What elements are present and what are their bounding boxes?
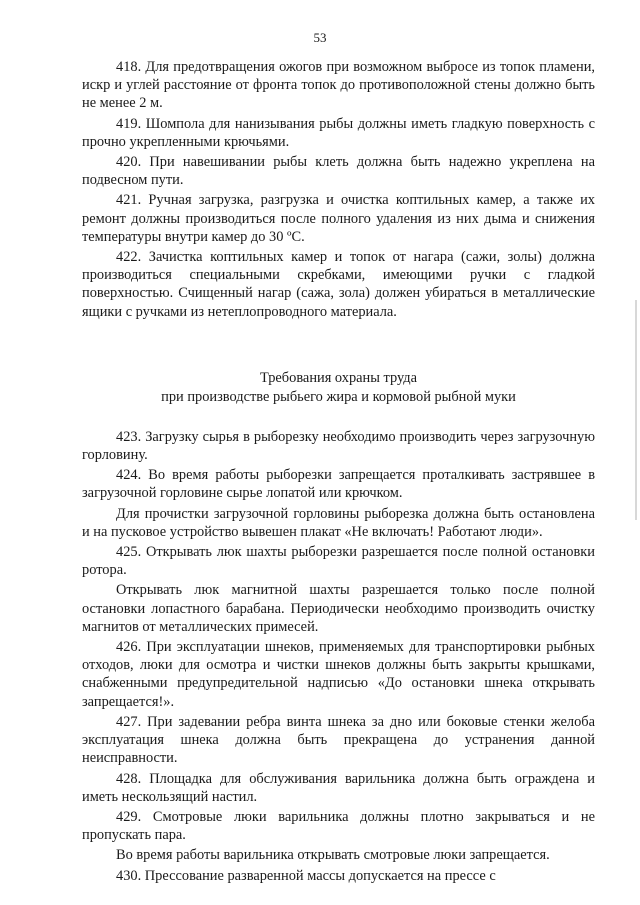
scan-edge-shadow — [635, 300, 637, 520]
section-heading — [82, 369, 595, 407]
page-number: 53 — [313, 30, 327, 45]
paragraph-422: 422. Зачистка коптильных камер и топок от нагара (сажи, золы) должна производиться специальными скребками, имеющими ручки с гладкой поверхностью. Счищенный нагар (сажа, зола) должен убираться в металлические ящики с ручками из нетеплопроводного материала. — [82, 249, 595, 320]
paragraph-430: 430. Прессование разваренной массы допускается на прессе с — [116, 867, 496, 884]
paragraph-427: 427. При задевании ребра винта шнека за дно или боковые стенки желоба эксплуатация шнека должна быть прекращена до устранения данной неисправности. — [82, 713, 595, 767]
paragraph-418: 418. Для предотвращения ожогов при возможном выбросе из топок пламени, искр и углей расстояние от фронта топок до противоположной стены должно быть не менее 2 м. — [82, 59, 595, 112]
paragraph-428: 428. Площадка для обслуживания варильника должна быть ограждена и иметь нескользящий настил. — [82, 770, 595, 805]
paragraph-425: 425. Открывать люк шахты рыборезки разрешается после полной остановки ротора. — [82, 544, 595, 579]
paragraph-429: 429. Смотровые люки варильника должны плотно закрываться и не пропускать пара. — [82, 808, 595, 844]
paragraph-419: 419. Шомпола для нанизывания рыбы должны иметь гладкую поверхность с прочно укрепленными крючьями. — [82, 115, 595, 150]
paragraph-423: 423. Загрузку сырья в рыборезку необходимо производить через загрузочную горловину. — [82, 428, 595, 464]
section-fish-oil-rules — [82, 428, 595, 885]
paragraph-424-cont: Для прочистки загрузочной горловины рыборезка должна быть остановлена и на пусковое устройство вывешен плакат «Не включать! Работают люди». — [82, 505, 595, 540]
paragraph-425-cont: Открывать люк магнитной шахты разрешается только после полной остановки лопастного барабана. Периодически необходимо производить очистку магнитов от металлических примесей. — [82, 582, 595, 635]
heading-line-2: при производстве рыбьего жира и кормовой рыбной муки — [161, 388, 516, 405]
paragraph-429-cont: Во время работы варильника открывать смотровые люки запрещается. — [116, 847, 550, 864]
heading-line-1: Требования охраны труда — [259, 369, 417, 386]
section-smokehouse-rules — [82, 58, 595, 321]
document-body — [82, 58, 595, 887]
paragraph-420: 420. При навешивании рыбы клеть должна быть надежно укреплена на подвесном пути. — [82, 154, 595, 189]
paragraph-426: 426. При эксплуатации шнеков, применяемых для транспортировки рыбных отходов, люки для осмотра и чистки шнеков должны быть закрыты крышками, снабженными предупредительной надписью «До остановки шнека открывать запрещается!». — [82, 639, 595, 710]
paragraph-421: 421. Ручная загрузка, разгрузка и очистка коптильных камер, а также их ремонт должны производиться после полного удаления из них дыма и снижения температуры внутри камер до 30 ºС. — [82, 192, 595, 245]
paragraph-424: 424. Во время работы рыборезки запрещается проталкивать застрявшее в загрузочной горловине сырье лопатой или крючком. — [82, 467, 595, 502]
